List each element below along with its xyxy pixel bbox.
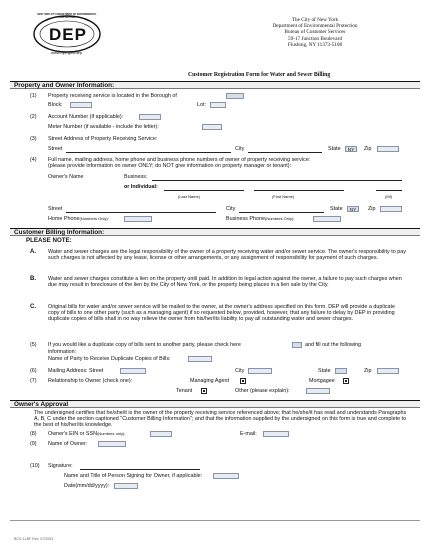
item-10-num: (10)	[30, 463, 40, 469]
business-phone-text: Business Phone	[226, 216, 265, 222]
form-id: BCS-1LBF Rev. 07/2003	[14, 537, 54, 541]
note-b-letter: B.	[30, 276, 36, 282]
item-5-label-2: and fill out the following	[305, 342, 362, 348]
mi-caption: (MI)	[385, 194, 393, 199]
tenant-label: Tenant	[176, 388, 193, 394]
item-5-num: (5)	[30, 342, 37, 348]
approval-text: The undersigned certifies that he/she/it is the owner of the property receiving service referenced above; that he/she/it has read and understands Paragraphs A, B, C under the section captioned "Customer Billing Information"; and that the information supplied by the undersigned on this form is true and complete to the best of his/her/its knowledge.	[34, 410, 407, 429]
street-label: Street	[48, 146, 63, 152]
mi-line	[376, 190, 402, 191]
section-property: Property and Owner Information:	[10, 81, 420, 89]
duplicate-bills-checkbox[interactable]	[292, 342, 302, 348]
ein-text: Owner's EIN or SSN	[48, 431, 97, 437]
note-c-letter: C.	[30, 304, 36, 310]
item-4-num: (4)	[30, 157, 37, 163]
first-name-caption: (First Name)	[272, 194, 295, 199]
mailing-zip-label: Zip	[364, 368, 372, 374]
owner-city-label: City	[226, 206, 236, 212]
item-8-num: (8)	[30, 431, 37, 437]
duplicate-name-field[interactable]	[188, 356, 212, 362]
form-title: Customer Registration Form for Water and Sewer Billing	[188, 72, 331, 78]
item-6-num: (6)	[30, 368, 37, 374]
mailing-state-label: State	[318, 368, 331, 374]
item-9-num: (9)	[30, 441, 37, 447]
managing-agent-checkbox[interactable]	[240, 378, 246, 384]
note-a-text: Water and sewer charges are the legal responsibility of the owner of a property receiving water and/or sewer service. The owner's responsibility to pay such charges is not affected by any lease, license or other arrangements, or any assignment of responsibility for payment of such charges.	[48, 249, 406, 262]
home-phone-field[interactable]	[124, 216, 152, 222]
note-b-text: Water and sewer charges constitute a lien on the property until paid. In addition to legal action against the owner, a failure to pay such charges when due may result in foreclosure of the lien by the City of New York, or the property being places in a lien sale by the City.	[48, 276, 402, 289]
owner-city-line	[239, 212, 324, 213]
mailing-zip-field[interactable]	[377, 368, 399, 374]
note-c-text: Original bills for water and/or sewer service will be mailed to the owner, at the owner's address specified on this form. DEP will provide a duplicate copy of bills to one other party (such as a managing agent) if so requested below, provided, however, that any failure to delay by DEP in providing duplicate copies of bills shall in no way relieve the owner from his/her/its liability to pay all outstanding water and sewer charges.	[48, 304, 395, 323]
mortgagee-label: Mortgagee	[309, 378, 335, 384]
tenant-checkbox[interactable]	[201, 388, 207, 394]
business-phone-note: (Numbers Only):	[264, 216, 295, 221]
or-individual-label: or Individual:	[124, 184, 158, 190]
section-billing: Customer Billing Information:	[10, 228, 420, 236]
business-label: Business:	[124, 174, 148, 180]
state-field[interactable]: NY	[345, 146, 357, 152]
item-1-label: Property receiving service is located in the Borough of	[48, 93, 177, 99]
state-label: State	[328, 146, 341, 152]
street-line	[66, 152, 231, 153]
lot-label: Lot:	[197, 102, 206, 108]
block-label: Block:	[48, 102, 63, 108]
date-field[interactable]	[114, 483, 138, 489]
business-line	[152, 180, 402, 181]
logo-ring-text: NEW YORK CITY DEPARTMENT OF ENVIRONMENTAL PROTECTION	[37, 14, 97, 19]
owner-zip-field[interactable]	[380, 206, 402, 212]
section-approval: Owner's Approval	[10, 400, 420, 408]
home-phone-label	[48, 216, 109, 222]
item-3-num: (3)	[30, 136, 37, 142]
city-line	[248, 152, 322, 153]
lot-field[interactable]	[210, 102, 226, 108]
item-2-label: Account Number (if applicable):	[48, 114, 124, 120]
owner-name-approval-label: Name of Owner:	[48, 441, 88, 447]
owner-street-label: Street	[48, 206, 63, 212]
dep-logo	[30, 14, 104, 58]
mailing-state-field[interactable]	[335, 368, 347, 374]
block-field[interactable]	[70, 102, 92, 108]
signature-label: Signature:	[48, 463, 73, 469]
mailing-street-field[interactable]	[120, 368, 146, 374]
relationship-label: Relationship to Owner (check one):	[48, 378, 133, 384]
mailing-street-label: Mailing Address: Street	[48, 368, 104, 374]
signature-line[interactable]	[80, 469, 200, 470]
borough-field[interactable]	[226, 93, 244, 99]
meter-label: Meter Number (if available - include the letter):	[48, 124, 159, 130]
agency-line: The City of New York	[291, 17, 339, 23]
owner-zip-label: Zip	[368, 206, 376, 212]
item-5-label-3: information:	[48, 349, 77, 355]
other-explain-field[interactable]	[306, 388, 330, 394]
business-phone-field[interactable]	[313, 216, 341, 222]
agency-line: Flushing, NY 11373-5108	[287, 41, 343, 48]
owner-name-label: Owner's Name	[48, 174, 84, 180]
mailing-city-label: City	[235, 368, 245, 374]
ein-note: (Numbers only):	[96, 431, 126, 436]
last-name-caption: (Last Name)	[178, 194, 201, 199]
zip-field[interactable]	[377, 146, 399, 152]
owner-street-line	[66, 212, 216, 213]
other-label: Other (please explain):	[235, 388, 290, 394]
zip-label: Zip	[364, 146, 372, 152]
home-phone-note: (Numbers Only):	[79, 216, 109, 221]
agency-address	[240, 17, 390, 48]
mailing-city-field[interactable]	[248, 368, 272, 374]
item-4-label-2: (please provide information on owner ONLY; do NOT give information on property manager or tenant):	[48, 163, 292, 169]
agency-line: Department of Environmental Protection	[272, 23, 358, 30]
account-number-field[interactable]	[139, 114, 161, 120]
mortgagee-checkbox[interactable]	[343, 378, 349, 384]
date-label: Date(mm/dd/yyyy):	[64, 483, 110, 489]
bottom-rule	[10, 520, 420, 521]
last-name-line	[164, 190, 244, 191]
please-note: PLEASE NOTE:	[26, 237, 72, 244]
agency-line: 59-17 Junction Boulevard	[288, 35, 342, 42]
signer-name-title-label: Name and Title of Person Signing for Owner, if applicable:	[64, 473, 203, 479]
item-2-num: (2)	[30, 114, 37, 120]
signer-name-title-field[interactable]	[213, 473, 239, 479]
agency-line: Bureau of Customer Services	[284, 29, 346, 36]
item-7-num: (7)	[30, 378, 37, 384]
owner-state-label: State	[330, 206, 343, 212]
email-label: E-mail:	[240, 431, 257, 437]
owner-name-approval-field[interactable]	[98, 441, 126, 447]
email-field[interactable]	[263, 431, 289, 437]
ein-label	[48, 431, 125, 437]
item-3-label: Street Address of Property Receiving Service:	[48, 136, 158, 142]
duplicate-name-label: Name of Party to Receive Duplicate Copies of Bills:	[48, 356, 171, 362]
managing-agent-label: Managing Agent	[190, 378, 229, 384]
item-4-label: Full name, mailing address, home phone and business phone numbers of owner of property receiving service:	[48, 157, 311, 163]
home-phone-text: Home Phone	[48, 216, 80, 222]
meter-number-field[interactable]	[202, 124, 222, 130]
city-label: City	[235, 146, 245, 152]
first-name-line	[254, 190, 344, 191]
item-1-num: (1)	[30, 93, 37, 99]
item-5-label: If you would like a duplicate copy of bills sent to another party, please check here	[48, 342, 241, 348]
logo-url: www.nyc.gov/dep	[51, 50, 83, 55]
ein-field[interactable]	[150, 431, 172, 437]
owner-state-field[interactable]: NY	[347, 206, 359, 212]
logo-word: DEP	[49, 25, 87, 44]
business-phone-label	[226, 216, 294, 222]
note-a-letter: A.	[30, 249, 36, 255]
